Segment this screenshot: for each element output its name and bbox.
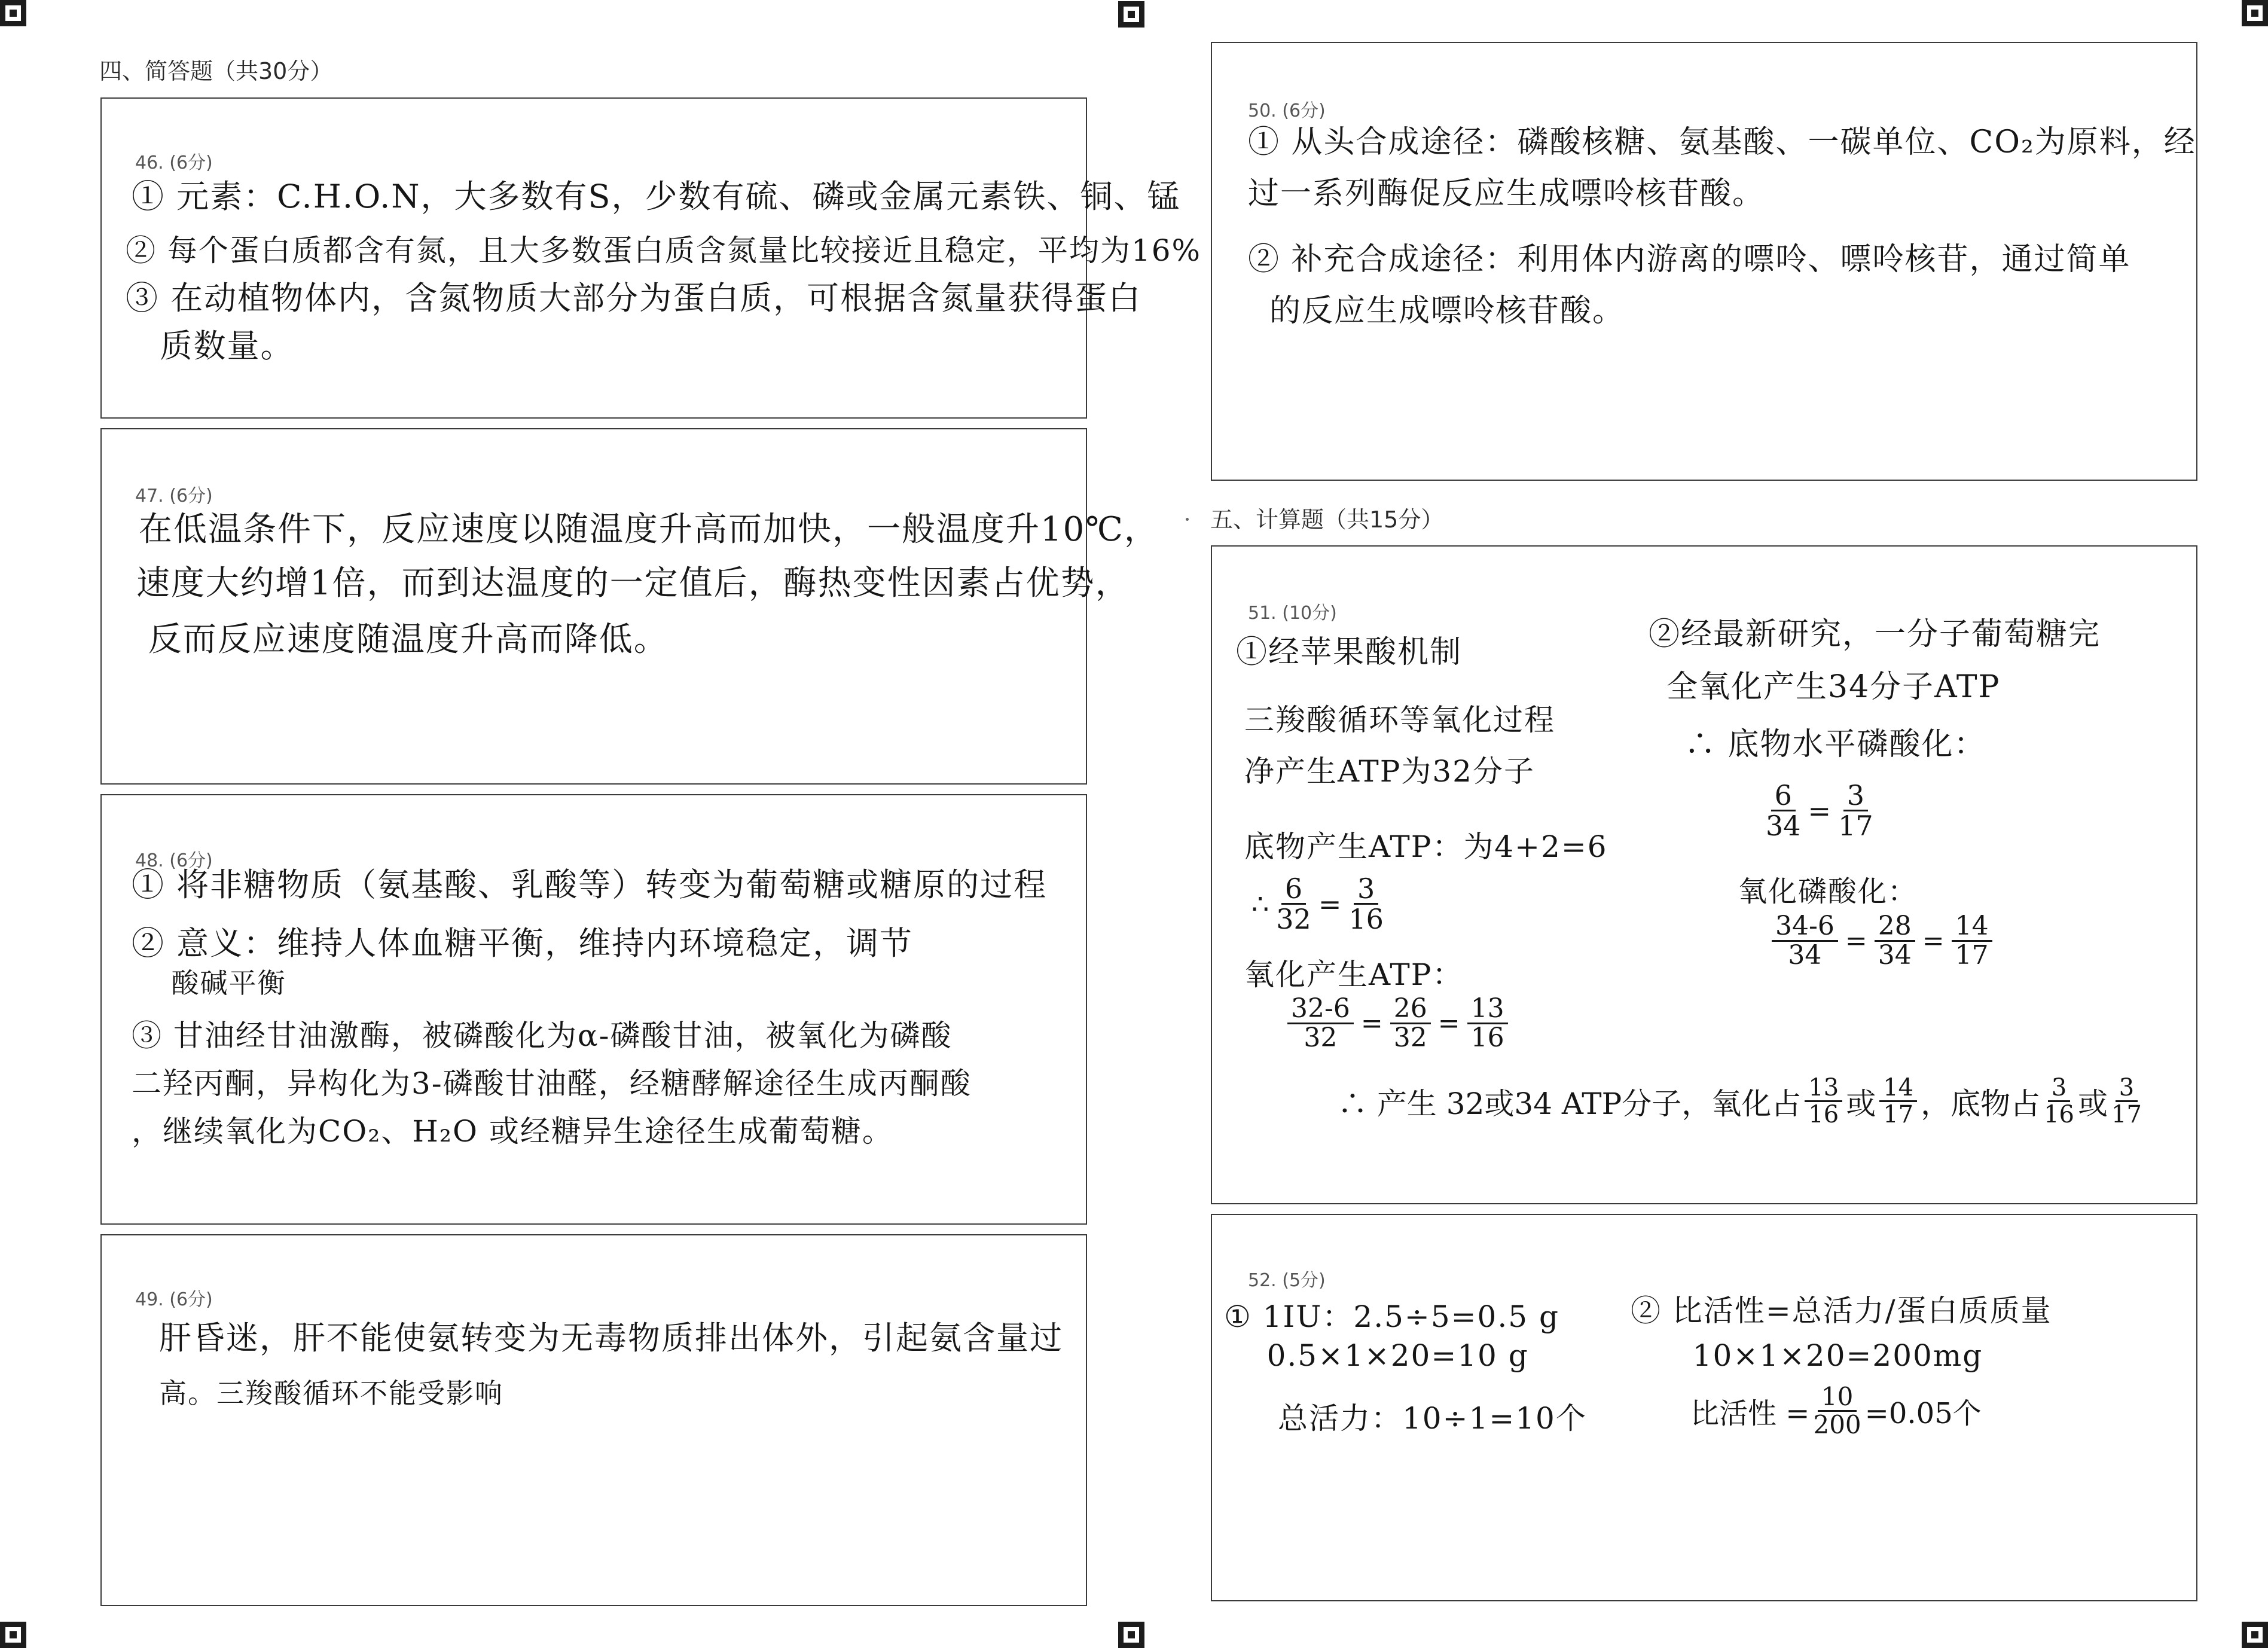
denominator: 32 [1304, 1023, 1338, 1054]
question-label-52: 52. (5分) [1248, 1270, 1326, 1291]
numerator: 3 [2048, 1075, 2070, 1102]
handwritten-line: 质数量。 [126, 327, 294, 365]
denominator: 16 [2044, 1101, 2075, 1128]
registration-marker-top-left [0, 0, 26, 26]
section-title-calculation: 五、计算题（共15分） [1210, 506, 1444, 533]
handwritten-line: ③ 在动植物体内，含氮物质大部分为蛋白质，可根据含氮量获得蛋白 [126, 279, 1142, 317]
numerator: 14 [1952, 912, 1992, 942]
handwritten-line: 过一系列酶促反应生成嘌呤核苷酸。 [1248, 176, 1765, 212]
answer-box-51 [1211, 545, 2197, 1204]
question-label-49: 49. (6分) [135, 1289, 213, 1310]
numerator: 3 [2116, 1075, 2138, 1102]
ratio-label: 比活性 = [1690, 1397, 1810, 1431]
handwritten-line: 净产生ATP为32分子 [1244, 754, 1535, 789]
registration-marker-bottom-right [2242, 1622, 2268, 1648]
denominator: 34 [1788, 940, 1822, 971]
numerator: 6 [1771, 781, 1796, 811]
answer-box-52 [1211, 1214, 2197, 1601]
question-label-47: 47. (6分) [135, 486, 213, 506]
fraction-substrate-34: $\frac{6}{34}$ = $\frac{3}{17}$ [1766, 779, 1873, 843]
handwritten-line: 氧化磷酸化： [1738, 875, 1918, 908]
handwritten-line: 在低温条件下，反应速度以随温度升高而加快，一般温度升10℃， [139, 510, 1159, 549]
denominator: 16 [1808, 1101, 1839, 1128]
registration-marker-bottom-left [0, 1622, 26, 1648]
denominator: 200 [1813, 1410, 1861, 1440]
handwritten-line: 酸碱平衡 [132, 967, 286, 999]
numerator: 34-6 [1772, 912, 1838, 942]
handwritten-line: ，继续氧化为CO₂、H₂O 或经糖异生途径生成葡萄糖。 [132, 1114, 893, 1149]
question-label-46: 46. (6分) [135, 152, 213, 173]
handwritten-line: 的反应生成嘌呤核苷酸。 [1269, 293, 1625, 329]
handwritten-line: ①经苹果酸机制 [1236, 634, 1463, 670]
numerator: 3 [1843, 781, 1868, 811]
denominator: 32 [1393, 1023, 1427, 1054]
denominator: 17 [1955, 940, 1989, 971]
fraction-substrate-32: ∴ $\frac{6}{32}$ = $\frac{3}{16}$ [1251, 872, 1384, 936]
or-text: 或 [1846, 1086, 1876, 1121]
handwritten-line: 肝昏迷，肝不能使氨转变为无毒物质排出体外，引起氨含量过 [159, 1319, 1063, 1357]
handwritten-line: 0.5×1×20=10 g [1224, 1338, 1529, 1373]
handwritten-line: ② 每个蛋白质都含有氮，且大多数蛋白质含氮量比较接近且稳定，平均为16% [126, 233, 1202, 268]
numerator: 13 [1805, 1075, 1842, 1102]
registration-marker-top-right [2242, 0, 2268, 26]
fraction-oxidation-32: $\frac{32-6}{32}$ = $\frac{26}{32}$ = $\frac{13}{16}$ [1284, 995, 1512, 1052]
handwritten-line: 二羟丙酮，异构化为3-磷酸甘油醛，经糖酵解途径生成丙酮酸 [132, 1066, 972, 1101]
denominator: 32 [1276, 903, 1311, 936]
numerator: 28 [1875, 912, 1915, 942]
handwritten-line: ① 1IU：2.5÷5=0.5 g [1224, 1299, 1559, 1334]
denominator: 17 [2111, 1101, 2142, 1128]
numerator: 14 [1879, 1075, 1917, 1102]
answer-box-46 [100, 97, 1202, 419]
section-title-short-answer: 四、简答题（共30分） [99, 58, 333, 84]
denominator: 34 [1878, 940, 1912, 971]
handwritten-line: 速度大约增1倍，而到达温度的一定值后，酶热变性因素占优势， [136, 564, 1130, 603]
registration-marker-bottom-center [1118, 1622, 1144, 1648]
question-label-51: 51. (10分) [1248, 603, 1337, 624]
denominator: 16 [1348, 903, 1384, 936]
handwritten-line: ②经最新研究，一分子葡萄糖完 [1649, 617, 2101, 652]
or-text: 或 [2078, 1086, 2108, 1121]
answer-box-47 [100, 428, 1159, 785]
handwritten-line: ③ 甘油经甘油激酶，被磷酸化为α-磷酸甘油，被氧化为磷酸 [132, 1018, 953, 1053]
registration-marker-top-center [1118, 1, 1144, 28]
stray-dot [1186, 518, 1189, 521]
numerator: 26 [1390, 995, 1431, 1024]
conclusion-line [1338, 1075, 2145, 1127]
numerator: 10 [1818, 1384, 1857, 1412]
handwritten-line: 高。三羧酸循环不能受影响 [159, 1377, 503, 1409]
handwritten-line: 底物产生ATP：为4+2=6 [1244, 829, 1608, 864]
denominator: 34 [1766, 810, 1801, 843]
ratio-result: =0.05个 [1864, 1397, 1982, 1431]
denominator: 17 [1883, 1101, 1914, 1128]
numerator: 3 [1354, 874, 1378, 905]
fraction-oxphos-34: $\frac{34-6}{34}$ = $\frac{28}{34}$ = $\frac{14}{17}$ [1768, 912, 1996, 969]
question-label-50: 50. (6分) [1248, 100, 1326, 121]
question-label-48: 48. (6分) [135, 850, 213, 871]
answer-box-50 [1211, 42, 2197, 481]
conclusion-text: ，底物占 [1921, 1086, 2041, 1121]
handwritten-line: ∴ 底物水平磷酸化： [1684, 727, 1986, 762]
numerator: 13 [1467, 995, 1508, 1024]
denominator: 17 [1838, 810, 1873, 843]
handwritten-line: ② 补充合成途径：利用体内游离的嘌呤、嘌呤核苷，通过简单 [1248, 242, 2131, 277]
conclusion-text: ∴ 产生 32或34 ATP分子，氧化占 [1338, 1086, 1802, 1121]
handwritten-line: 10×1×20=200mg [1660, 1338, 1983, 1373]
answer-box-48 [100, 794, 1087, 1225]
handwritten-line: 三羧酸循环等氧化过程 [1244, 703, 1555, 737]
numerator: 32-6 [1287, 995, 1354, 1024]
numerator: 6 [1281, 874, 1306, 905]
therefore-symbol: ∴ [1251, 887, 1269, 920]
specific-activity-ratio [1690, 1384, 1982, 1438]
handwritten-line: 全氧化产生34分子ATP [1666, 669, 2001, 705]
denominator: 16 [1470, 1023, 1504, 1054]
handwritten-line: 氧化产生ATP： [1244, 957, 1464, 992]
handwritten-line: 反而反应速度随温度升高而降低。 [136, 620, 669, 659]
handwritten-line: ① 从头合成途径：磷酸核糖、氨基酸、一碳单位、CO₂为原料，经 [1248, 124, 2196, 160]
handwritten-line: ② 比活性=总活力/蛋白质质量 [1631, 1293, 2052, 1328]
handwritten-line: ② 意义：维持人体血糖平衡，维持内环境稳定，调节 [132, 924, 914, 962]
handwritten-line: ① 元素：C.H.O.N，大多数有S，少数有硫、磷或金属元素铁、铜、锰 [132, 178, 1181, 215]
handwritten-line: 总活力：10÷1=10个 [1278, 1401, 1587, 1436]
answer-box-49 [100, 1234, 1087, 1606]
handwritten-line: ① 将非糖物质（氨基酸、乳酸等）转变为葡萄糖或糖原的过程 [132, 866, 1048, 904]
